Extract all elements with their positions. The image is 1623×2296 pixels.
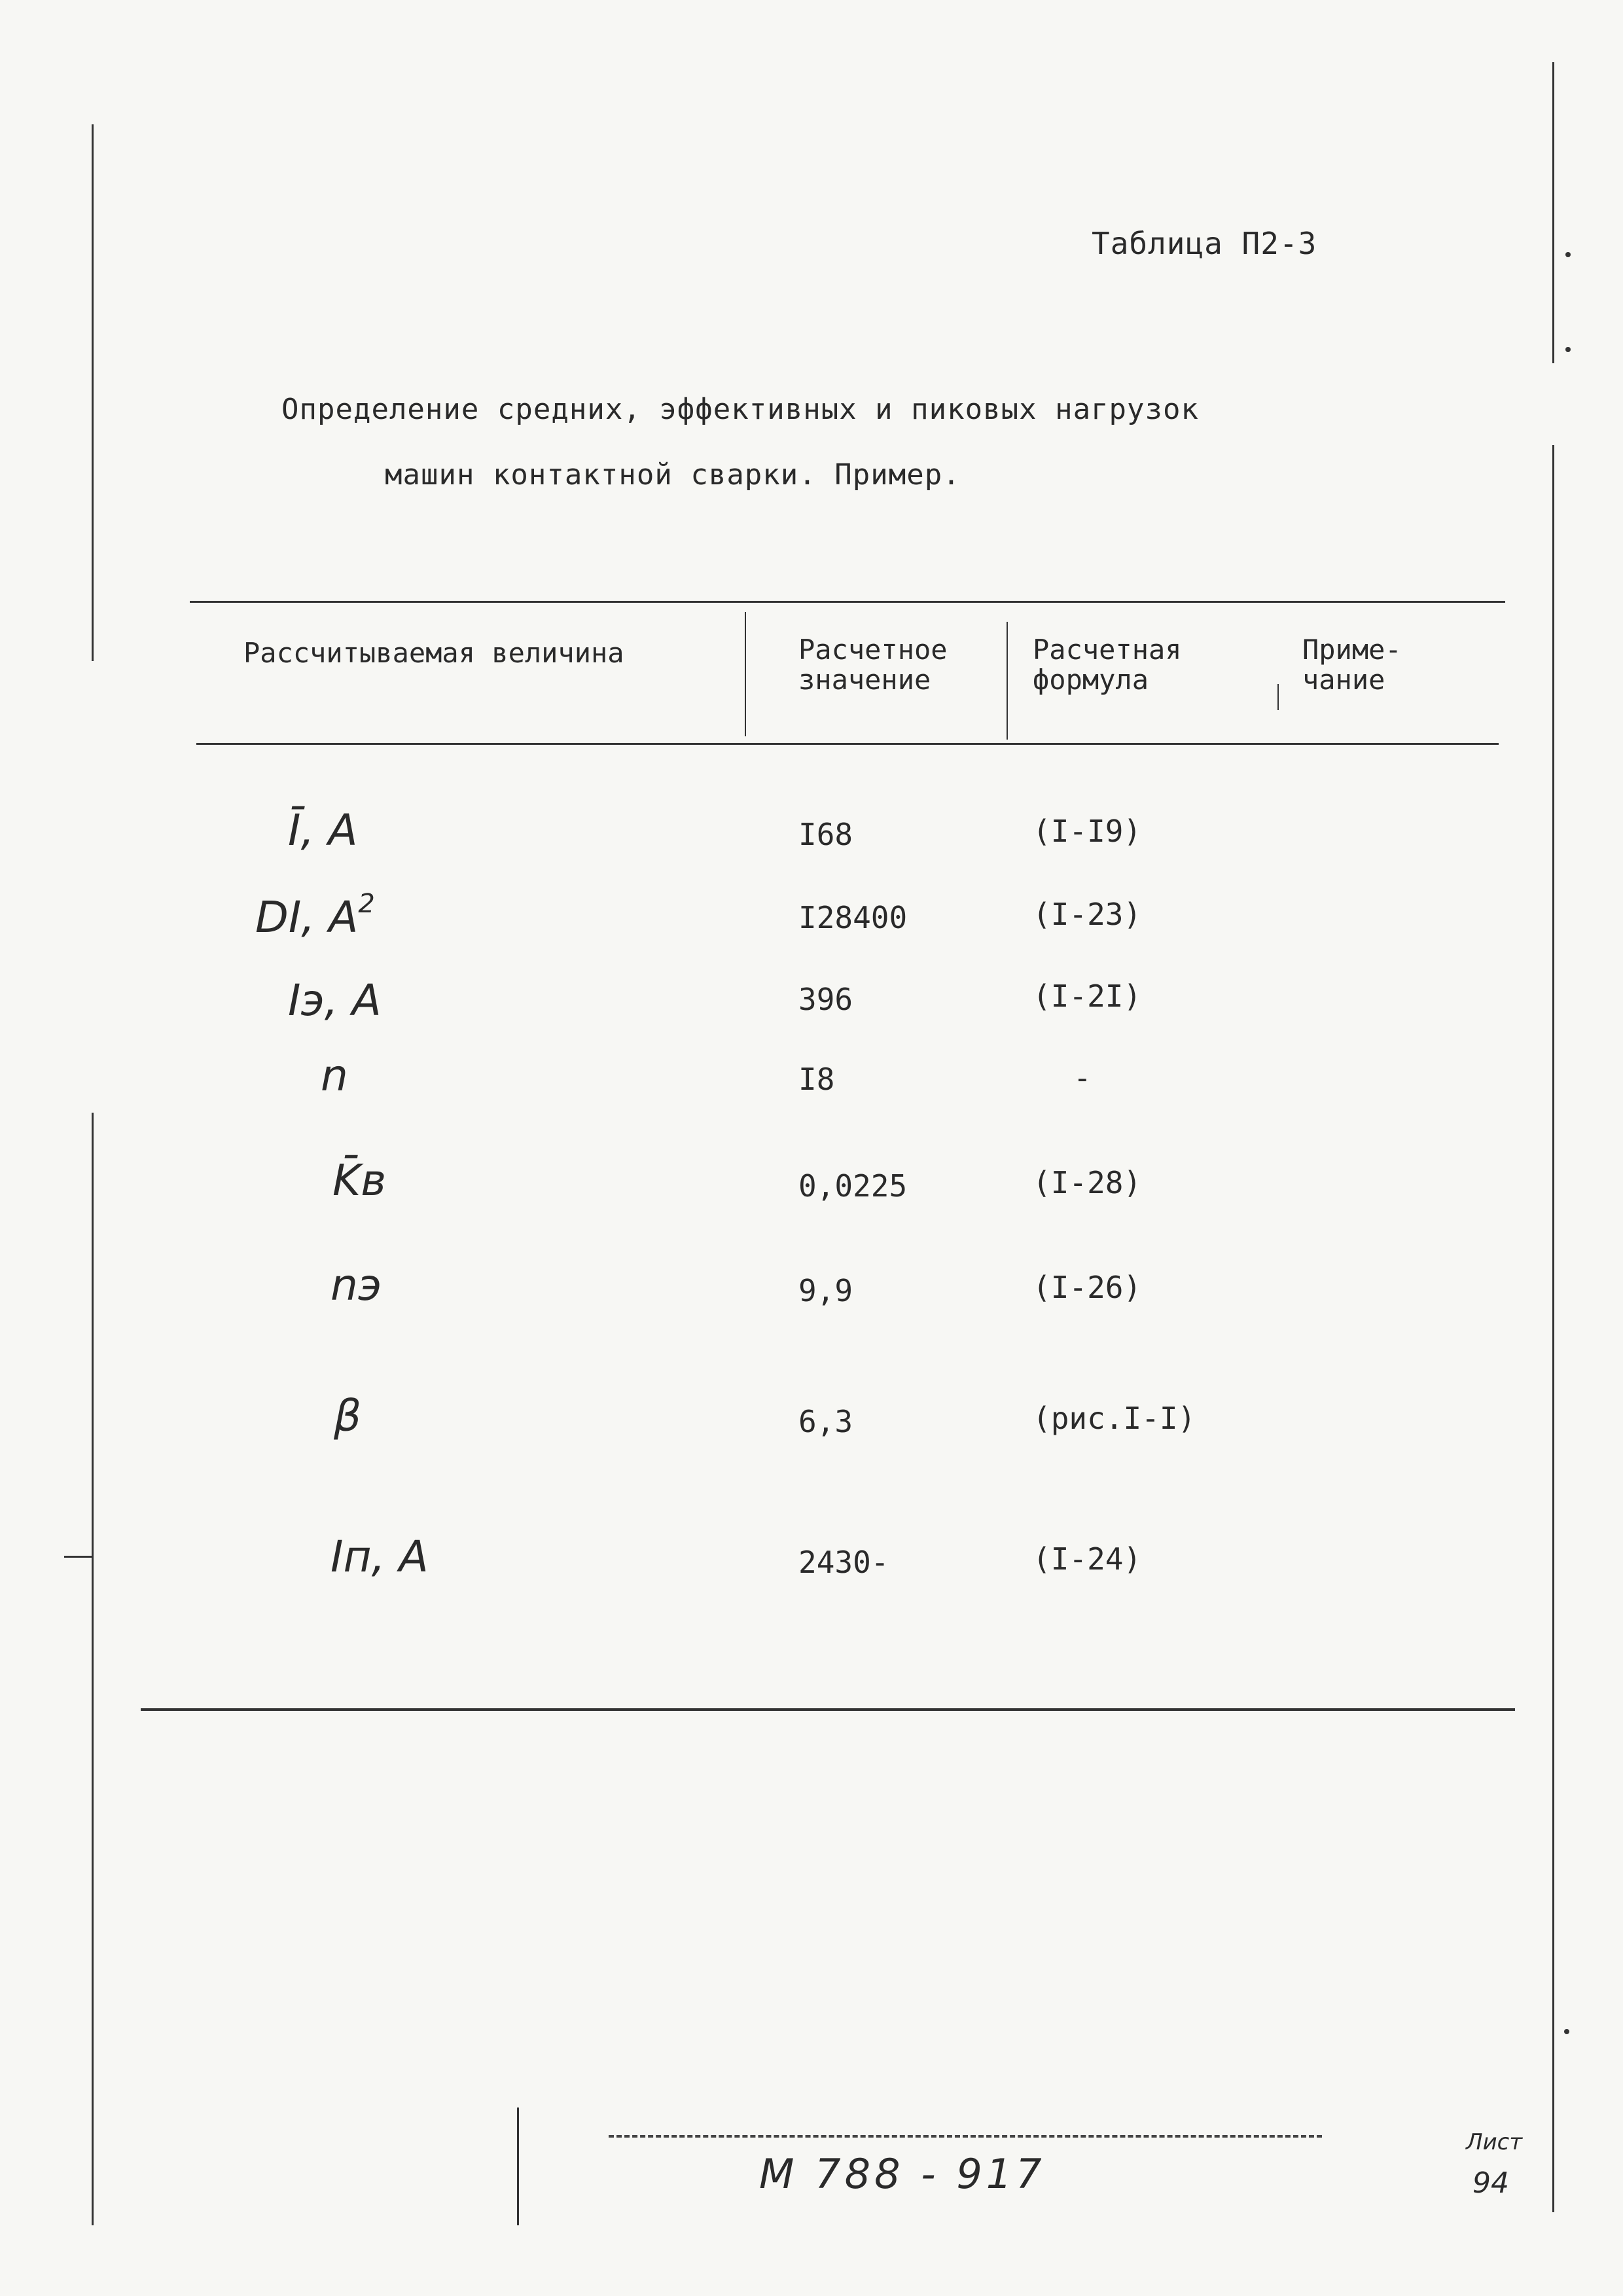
- sheet-number: 94: [1472, 2166, 1509, 2200]
- value-cell: 9,9: [798, 1273, 853, 1308]
- value-cell: I8: [798, 1062, 835, 1097]
- column-divider: [745, 612, 746, 736]
- formula-cell: (рис.I-I): [1033, 1401, 1196, 1436]
- title-block-rule: [609, 2135, 1322, 2138]
- column-header-formula: Расчетная формула: [1033, 634, 1182, 696]
- left-margin-line-lower: [92, 1113, 94, 2225]
- column-divider: [1007, 622, 1008, 740]
- quantity-cell: Iп, A: [330, 1532, 429, 1582]
- left-margin-line: [92, 124, 94, 661]
- formula-cell: (I-24): [1033, 1541, 1142, 1577]
- value-cell: 396: [798, 982, 853, 1017]
- quantity-cell: Iэ, A: [288, 975, 382, 1026]
- column-header-value: Расчетное значение: [798, 634, 948, 696]
- right-margin-line: [1552, 62, 1554, 363]
- quantity-cell: nэ: [330, 1260, 382, 1310]
- column-divider: [1277, 684, 1279, 710]
- table-top-rule: [190, 601, 1505, 603]
- table-bottom-rule: [141, 1708, 1515, 1711]
- table-title-line2: машин контактной сварки. Пример.: [385, 458, 961, 492]
- quantity-cell: β: [334, 1391, 362, 1441]
- formula-cell: (I-26): [1033, 1270, 1142, 1305]
- table-header-rule: [196, 743, 1499, 745]
- table-number: Таблица П2-3: [1092, 226, 1317, 261]
- value-cell: 2430-: [798, 1545, 889, 1580]
- right-margin-line-lower: [1552, 445, 1554, 2212]
- quantity-cell: DI, $A^2$: [255, 889, 375, 942]
- left-margin-tick: [64, 1556, 93, 1558]
- value-cell: I28400: [798, 900, 908, 935]
- sheet-label: Лист: [1466, 2129, 1523, 2155]
- formula-cell: -: [1073, 1060, 1092, 1096]
- formula-cell: (I-I9): [1033, 814, 1142, 849]
- title-block-divider: [517, 2108, 519, 2225]
- value-cell: I68: [798, 817, 853, 852]
- margin-dot: [1564, 2029, 1569, 2034]
- quantity-cell: K̄в: [332, 1155, 387, 1206]
- value-cell: 0,0225: [798, 1168, 908, 1204]
- table-title-line1: Определение средних, эффективных и пиковых нагрузок: [281, 393, 1200, 426]
- margin-dot: [1565, 252, 1571, 257]
- column-header-quantity: Рассчитываемая величина: [243, 637, 624, 669]
- document-code: M 788 - 917: [759, 2150, 1046, 2198]
- column-header-note: Приме- чание: [1302, 634, 1402, 696]
- formula-cell: (I-2I): [1033, 978, 1142, 1014]
- quantity-cell: Ī, A: [288, 805, 358, 855]
- formula-cell: (I-28): [1033, 1165, 1142, 1200]
- value-cell: 6,3: [798, 1404, 853, 1439]
- quantity-cell: n: [321, 1050, 348, 1101]
- margin-dot: [1565, 347, 1571, 352]
- formula-cell: (I-23): [1033, 897, 1142, 932]
